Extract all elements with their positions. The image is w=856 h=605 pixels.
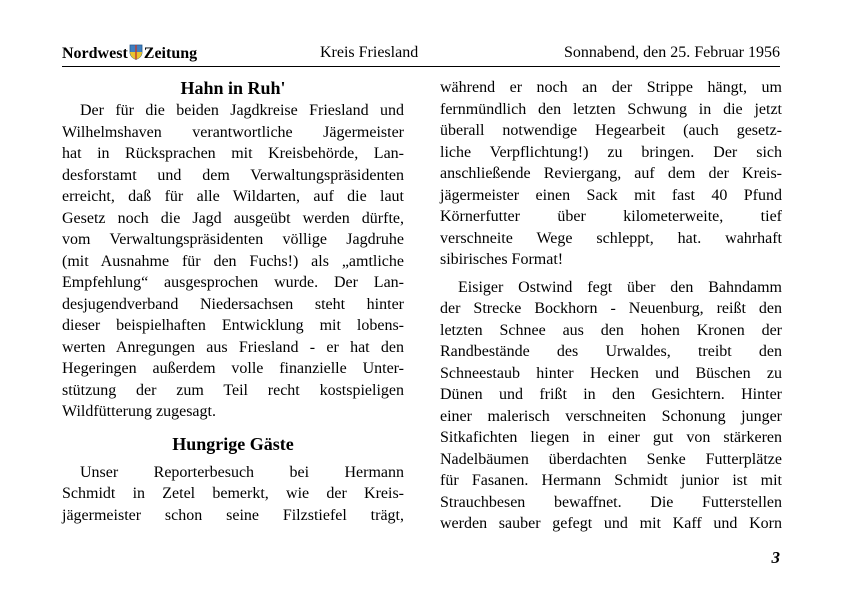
newspaper-name-part-2: Zeitung: [143, 45, 198, 62]
section-heading-hahn-in-ruh: Hahn in Ruh': [180, 78, 286, 98]
article-paragraph-line: während er noch an der Strippe hängt, um: [440, 79, 782, 96]
article-paragraph-line: vom Verwaltungspräsidenten völlige Jagdruhe: [62, 231, 404, 248]
coat-of-arms-icon: [129, 44, 143, 65]
article-paragraph-line: werten Anregungen aus Friesland - er hat den: [62, 338, 404, 356]
article-paragraph-line: Körnerfutter über kilometerweite, tief: [440, 208, 782, 225]
article-paragraph-line: Gesetz noch die Jagd ausgeübt werden dürfte,: [62, 209, 404, 227]
article-paragraph-line: für Fasanen. Hermann Schmidt junior ist mit: [440, 472, 782, 489]
right-column: [440, 77, 782, 535]
article-paragraph-line: werden sauber gefegt und mit Kaff und Korn: [440, 515, 782, 532]
article-paragraph-line: überall notwendige Hegearbeit (auch gesetz-: [440, 122, 782, 139]
region-label: Kreis Friesland: [320, 44, 419, 61]
article-paragraph-line: anschließende Reviergang, auf dem der Kreis-: [440, 165, 782, 182]
article-paragraph-line: der Strecke Bockhorn - Neuenburg, reißt den: [440, 300, 782, 317]
article-paragraph-line: desjugendverband Niedersachsen steht hinter: [62, 295, 404, 313]
article-paragraph-line: jägermeister einen Sack mit fast 40 Pfund: [440, 186, 782, 204]
article-paragraph-line: dieser beispielhaften Entwicklung mit lobens-: [62, 317, 404, 334]
article-paragraph-line: Randbestände des Urwaldes, treibt den: [440, 343, 782, 360]
article-paragraph-line: desforstamt und dem Verwaltungspräsidenten: [62, 166, 404, 184]
article-paragraph-line: Eisiger Ostwind fegt über den Bahndamm: [458, 278, 782, 296]
article-paragraph-line: Unser Reporterbesuch bei Hermann: [80, 463, 404, 481]
article-paragraph-line: Schmidt in Zetel bemerkt, wie der Kreis-: [62, 485, 404, 502]
article-paragraph-line: Schneestaub hinter Hecken und Büschen zu: [440, 364, 782, 382]
page-number: 3: [771, 548, 780, 567]
article-paragraph-line: Dünen und frißt in den Gesichtern. Hinter: [440, 386, 782, 403]
article-paragraph-line: Wildfütterung zugesagt.: [62, 403, 216, 420]
newspaper-name-part-1: Nordwest: [62, 45, 128, 62]
article-paragraph-line: Hegeringen außerdem volle finanzielle Unter-: [62, 360, 404, 377]
article-paragraph-line: Strauchbesen bewaffnet. Die Futterstellen: [440, 493, 782, 511]
article-paragraph-line: verschneite Wege schleppt, hat. wahrhaft: [440, 229, 782, 247]
article-paragraph-line: Der für die beiden Jagdkreise Friesland und: [80, 102, 404, 119]
article-paragraph-line: erreicht, daß für alle Wildarten, auf die laut: [62, 188, 404, 205]
newspaper-name: [62, 44, 197, 65]
article-paragraph-line: Empfehlung“ ausgesprochen wurde. Der Lan-: [62, 274, 404, 291]
masthead: [62, 42, 780, 67]
article-paragraph-line: liche Verpflichtung!) zu bringen. Der sich: [440, 143, 782, 161]
article-paragraph-line: fernmündlich den letzten Schwung in die jetzt: [440, 100, 782, 118]
article-paragraph-line: letzten Schnee aus den hohen Kronen der: [440, 321, 782, 339]
left-column: [62, 77, 404, 526]
article-paragraph-line: sibirisches Format!: [440, 251, 564, 268]
article-paragraph-line: (mit Ausnahme für den Fuchs!) als „amtliche: [62, 252, 404, 270]
article-paragraph-line: hat in Rücksprachen mit Kreisbehörde, Lan-: [62, 145, 404, 162]
article-paragraph-line: Sitkafichten liegen in einer gut von stärkeren: [440, 429, 782, 446]
article-paragraph-line: Nadelbäumen überdachten Senke Futterplätze: [440, 450, 782, 468]
issue-date: Sonnabend, den 25. Februar 1956: [564, 44, 780, 61]
article-paragraph-line: einer malerisch verschneiten Schonung junger: [440, 407, 782, 425]
article-paragraph-line: jägermeister schon seine Filzstiefel trägt,: [62, 506, 404, 524]
section-heading-hungrige-gaeste: Hungrige Gäste: [172, 433, 294, 454]
article-paragraph-line: Wilhelmshaven verantwortliche Jägermeister: [62, 123, 404, 141]
article-paragraph-line: stützung der zum Teil recht kostspieligen: [62, 381, 404, 399]
